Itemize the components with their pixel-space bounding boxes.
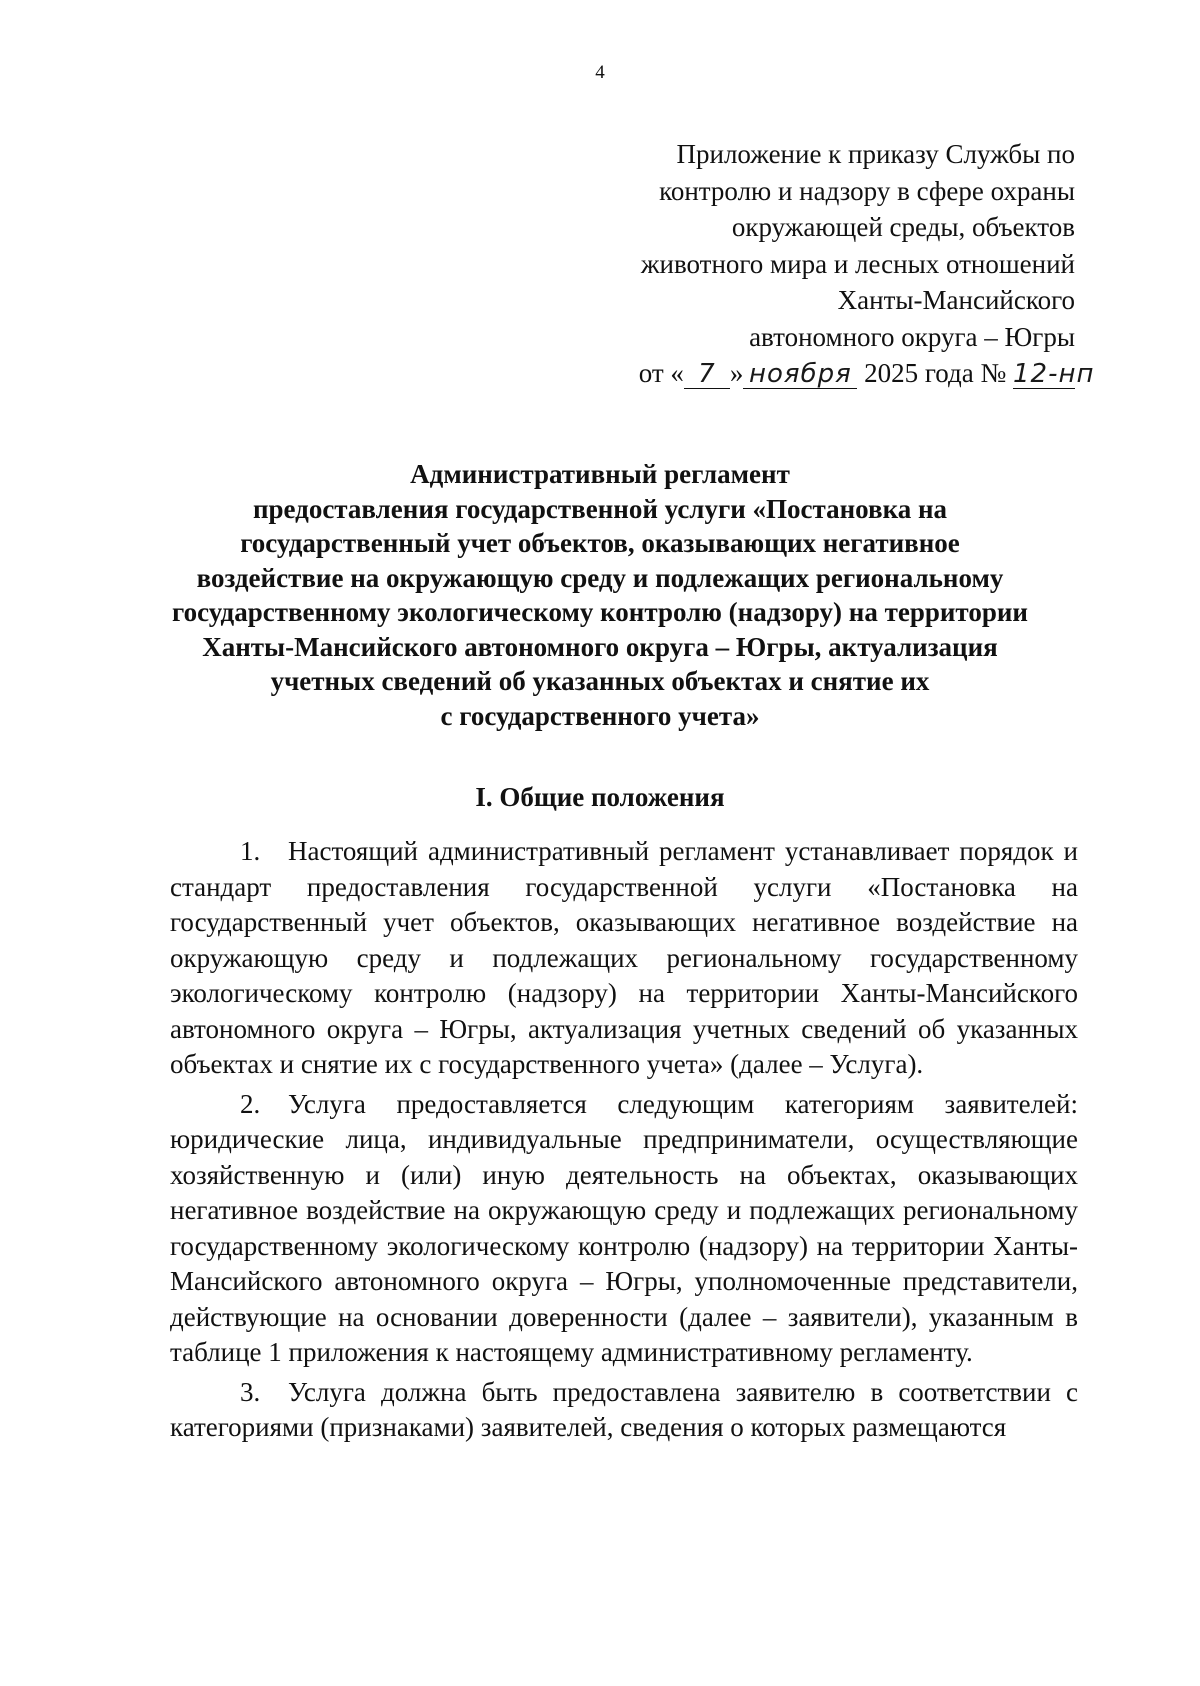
year-text: 2025 года № [864, 358, 1007, 388]
appendix-line: Приложение к приказу Службы по [676, 139, 1075, 169]
paragraph [170, 1375, 1078, 1446]
handwritten-month: ноября [749, 359, 852, 389]
quote-close: » [729, 358, 744, 388]
appendix-line: контролю и надзору в сфере охраны [659, 175, 1075, 206]
paragraph [170, 1087, 1078, 1371]
title-line: Ханты-Мансийского автономного округа – Югры, актуализация [202, 631, 998, 662]
paragraph-text: Услуга должна быть предоставлена заявителю в соответствии с категориями (признаками) заявителей, сведения о которых размещаются [170, 1376, 1078, 1442]
paragraph-number: 1. [240, 836, 261, 866]
title-line: воздействие на окружающую среду и подлежащих региональному [196, 562, 1004, 593]
month-field [743, 359, 857, 389]
appendix-line: автономного округа – Югры [749, 321, 1075, 352]
title-line: учетных сведений об указанных объектах и снятие их [270, 666, 930, 696]
title-line: государственный учет объектов, оказывающих негативное [240, 528, 960, 558]
title-line: Административный регламент [410, 459, 790, 489]
page-number: 4 [595, 62, 605, 83]
handwritten-order-number: 12-нп [1013, 359, 1095, 389]
appendix-line: животного мира и лесных отношений [640, 248, 1075, 279]
handwritten-day: 7 [698, 359, 716, 389]
order-date-line [475, 355, 1095, 392]
paragraph [170, 834, 1078, 1083]
order-number-field [1013, 359, 1095, 389]
paragraph-text: Настоящий административный регламент устанавливает порядок и стандарт предоставления государственной услуги «Постановка на государственный учет объектов, оказывающих негативное воздействие на окружающую среду и подлежащих региональному государственному экологическому контролю (надзору) на территории Ханты-Мансийского автономного округа – Югры, актуализация учетных сведений об указанных объектах и снятие их с государственного учета» (далее – Услуга). [170, 836, 1078, 1079]
appendix-line: Ханты-Мансийского [837, 285, 1075, 315]
appendix-block [475, 136, 1095, 392]
title-line: с государственного учета» [440, 700, 760, 731]
section-heading: I. Общие положения [475, 782, 725, 812]
paragraph-number: 2. [240, 1088, 261, 1119]
title-line: предоставления государственной услуги «Постановка на [252, 493, 948, 524]
document-title [120, 457, 1080, 733]
title-line: государственному экологическому контролю (надзору) на территории [172, 597, 1028, 627]
paragraph-number: 3. [240, 1376, 261, 1407]
date-prefix: от « [638, 358, 684, 388]
paragraph-text: Услуга предоставляется следующим категориям заявителей: юридические лица, индивидуальные предприниматели, осуществляющие хозяйственную и (или) иную деятельность на объектах, оказывающих негативное воздействие на окружающую среду и подлежащих региональному государственному экологическому контролю (надзору) на территории Ханты-Мансийского автономного округа – Югры, уполномоченные представители, действующие на основании доверенности (далее – заявители), указанным в таблице 1 приложения к настоящему административному регламенту. [170, 1088, 1078, 1367]
appendix-line: окружающей среды, объектов [731, 212, 1075, 242]
day-field [684, 359, 730, 389]
body-text [170, 834, 1078, 1450]
